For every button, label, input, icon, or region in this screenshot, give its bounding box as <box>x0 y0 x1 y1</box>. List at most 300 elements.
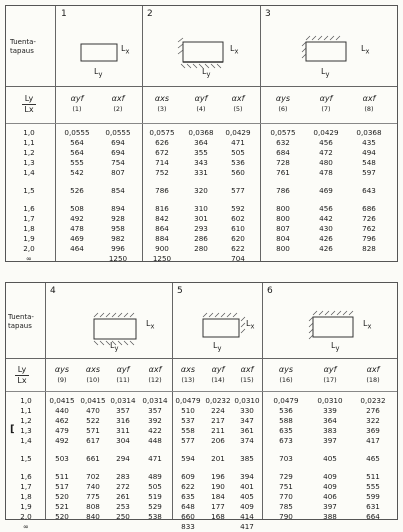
value-cell: 529 <box>148 502 162 511</box>
ratio-cell: 1,2 <box>23 148 35 157</box>
value-cell: 538 <box>148 512 162 521</box>
value-cell: 456 <box>319 204 333 213</box>
value-cell: 894 <box>111 204 125 213</box>
value-cell: 686 <box>362 204 376 213</box>
value-cell: 702 <box>86 472 100 481</box>
value-cell: 564 <box>70 138 84 147</box>
value-cell: 286 <box>194 234 208 243</box>
value-cell: 479 <box>55 426 69 435</box>
value-cell: 464 <box>70 244 84 253</box>
value-cell: 673 <box>279 436 293 445</box>
value-cell: 0,0314 <box>142 396 168 405</box>
value-cell: 0,0555 <box>64 128 90 137</box>
bracket-mark: [ <box>10 424 15 435</box>
column-header: αxf (2) <box>111 94 125 113</box>
support-diagram-case-6 <box>263 291 397 358</box>
value-cell: 577 <box>231 186 245 195</box>
column-header: αyf (17) <box>323 365 337 384</box>
row-label-support-case: Tuenta- tapaus <box>10 38 36 55</box>
value-cell: 448 <box>148 436 162 445</box>
value-cell: 796 <box>362 234 376 243</box>
case-number: 2 <box>147 9 153 19</box>
value-column <box>144 128 180 264</box>
value-cell: 864 <box>155 224 169 233</box>
ratio-cell: 1,1 <box>23 138 35 147</box>
value-cell: 996 <box>111 244 125 253</box>
lx-label: $L_x$ <box>361 44 370 56</box>
row-divider <box>6 123 397 124</box>
value-cell: 635 <box>279 426 293 435</box>
value-column <box>265 128 301 264</box>
value-column <box>308 128 344 264</box>
value-cell: 1250 <box>152 254 172 263</box>
lx-label: $L_x$ <box>246 319 255 331</box>
value-cell: 622 <box>181 482 195 491</box>
value-cell: 643 <box>362 186 376 195</box>
value-cell: 555 <box>70 158 84 167</box>
lx-label: $L_x$ <box>363 319 372 331</box>
value-column <box>353 396 393 532</box>
value-cell: 828 <box>362 244 376 253</box>
value-cell: 609 <box>181 472 195 481</box>
value-cell: 542 <box>70 168 84 177</box>
value-cell: 417 <box>366 436 380 445</box>
value-cell: 478 <box>70 224 84 233</box>
value-cell: 626 <box>155 138 169 147</box>
column-header: αxs (10) <box>85 365 101 384</box>
value-cell: 588 <box>279 416 293 425</box>
value-cell: 0,0232 <box>360 396 386 405</box>
row-divider <box>6 86 397 87</box>
value-cell: 800 <box>276 244 290 253</box>
ratio-cell: 1,7 <box>20 482 32 491</box>
value-column <box>59 128 95 264</box>
value-cell: 928 <box>111 214 125 223</box>
ly-label: $L_y$ <box>213 341 222 353</box>
value-cell: 462 <box>55 416 69 425</box>
value-cell: 577 <box>181 436 195 445</box>
value-cell: 304 <box>116 436 130 445</box>
column-header: αxf (18) <box>366 365 380 384</box>
value-column <box>173 396 203 532</box>
value-cell: 361 <box>240 426 254 435</box>
case-number: 6 <box>267 286 273 296</box>
case-number: 5 <box>177 286 183 296</box>
value-cell: 558 <box>181 426 195 435</box>
value-cell: 283 <box>116 472 130 481</box>
value-cell: 406 <box>323 492 337 501</box>
value-cell: 958 <box>111 224 125 233</box>
value-cell: 322 <box>366 416 380 425</box>
value-cell: 726 <box>362 214 376 223</box>
value-cell: 0,0555 <box>105 128 131 137</box>
value-cell: 703 <box>279 454 293 463</box>
ly-label: $L_y$ <box>94 67 103 79</box>
value-cell: 184 <box>211 492 225 501</box>
value-cell: 320 <box>194 186 208 195</box>
value-cell: 465 <box>366 454 380 463</box>
value-cell: 394 <box>240 472 254 481</box>
value-cell <box>308 254 344 264</box>
value-cell: 0,0429 <box>313 128 339 137</box>
value-cell: 661 <box>86 454 100 463</box>
column-header: αyf (1) <box>70 94 84 113</box>
value-cell: 492 <box>70 214 84 223</box>
value-cell: 660 <box>181 512 195 521</box>
ratio-cell: 2,0 <box>23 244 35 253</box>
value-cell: 694 <box>111 138 125 147</box>
value-cell: 0,0415 <box>80 396 106 405</box>
value-cell: 785 <box>279 502 293 511</box>
value-cell: 564 <box>70 148 84 157</box>
ratio-cell: 1,5 <box>23 186 35 195</box>
value-cell: 884 <box>155 234 169 243</box>
ratio-column <box>12 128 46 264</box>
value-cell: 807 <box>111 168 125 177</box>
value-cell: 250 <box>116 512 130 521</box>
ratio-cell: 2,0 <box>20 512 32 521</box>
value-cell: 808 <box>86 502 100 511</box>
value-cell: 571 <box>86 426 100 435</box>
value-cell: 761 <box>276 168 290 177</box>
value-cell: 537 <box>181 416 195 425</box>
value-cell: 168 <box>211 512 225 521</box>
ratio-cell: 1,2 <box>20 416 32 425</box>
row-divider <box>6 391 397 392</box>
value-column <box>266 396 306 532</box>
value-cell: 383 <box>323 426 337 435</box>
value-cell: 472 <box>319 148 333 157</box>
value-cell: 301 <box>194 214 208 223</box>
value-cell: 261 <box>116 492 130 501</box>
value-cell: 510 <box>181 406 195 415</box>
value-cell: 520 <box>55 512 69 521</box>
value-cell: 0,0479 <box>175 396 201 405</box>
case-number: 3 <box>265 9 271 19</box>
value-cell: 206 <box>211 436 225 445</box>
value-cell: 355 <box>194 148 208 157</box>
value-cell: 469 <box>319 186 333 195</box>
value-cell: 0,0575 <box>270 128 296 137</box>
value-cell: 0,0415 <box>49 396 75 405</box>
ratio-cell: 1,0 <box>20 396 32 405</box>
value-cell: 224 <box>211 406 225 415</box>
value-cell: 357 <box>148 406 162 415</box>
ratio-cell: 1,3 <box>23 158 35 167</box>
value-cell: 405 <box>323 454 337 463</box>
value-cell: 369 <box>366 426 380 435</box>
value-cell: 728 <box>276 158 290 167</box>
value-cell: 610 <box>231 224 245 233</box>
value-cell: 597 <box>362 168 376 177</box>
value-cell: 751 <box>279 482 293 491</box>
value-cell: 599 <box>366 492 380 501</box>
value-cell: 505 <box>148 482 162 491</box>
column-header: αys (6) <box>275 94 291 113</box>
value-cell: 0,0310 <box>234 396 260 405</box>
value-cell: 842 <box>155 214 169 223</box>
ratio-cell: 1,5 <box>20 454 32 463</box>
value-cell: 470 <box>86 406 100 415</box>
value-cell: 343 <box>194 158 208 167</box>
ratio-cell: 1,9 <box>20 502 32 511</box>
value-cell <box>265 254 301 264</box>
coefficient-table-1 <box>5 5 398 262</box>
value-cell: 762 <box>362 224 376 233</box>
value-cell: 276 <box>366 406 380 415</box>
value-cell: 311 <box>116 426 130 435</box>
value-cell: 330 <box>240 406 254 415</box>
value-column <box>203 396 233 532</box>
value-cell: 0,0310 <box>317 396 343 405</box>
value-cell: 364 <box>323 416 337 425</box>
column-header: αys (9) <box>54 365 70 384</box>
value-cell: 854 <box>111 186 125 195</box>
value-cell: 469 <box>70 234 84 243</box>
value-cell: 494 <box>362 148 376 157</box>
row-divider <box>6 358 397 359</box>
value-cell: 440 <box>55 406 69 415</box>
value-cell: 536 <box>231 158 245 167</box>
column-header: αyf (4) <box>194 94 208 113</box>
ly-label: $L_y$ <box>110 341 119 353</box>
value-cell: 1250 <box>108 254 128 263</box>
value-cell: 800 <box>276 204 290 213</box>
value-cell: 409 <box>323 472 337 481</box>
case-number: 1 <box>61 9 67 19</box>
column-header: αxs (3) <box>154 94 170 113</box>
value-cell: 0,0429 <box>225 128 251 137</box>
value-cell: 392 <box>148 416 162 425</box>
value-cell: 602 <box>231 214 245 223</box>
value-cell: 519 <box>148 492 162 501</box>
value-cell: 293 <box>194 224 208 233</box>
value-cell: 592 <box>231 204 245 213</box>
value-cell: 471 <box>148 454 162 463</box>
ratio-cell: 1,6 <box>20 472 32 481</box>
ratio-cell: 1,7 <box>23 214 35 223</box>
value-cell: 339 <box>323 406 337 415</box>
value-cell: 0,0368 <box>188 128 214 137</box>
value-cell: 401 <box>240 482 254 491</box>
ly-label: $L_y$ <box>331 341 340 353</box>
ly-label: $L_y$ <box>321 67 330 79</box>
value-cell: 272 <box>116 482 130 491</box>
value-cell: 190 <box>211 482 225 491</box>
value-cell: 664 <box>366 512 380 521</box>
value-cell <box>183 254 219 264</box>
value-column <box>220 128 256 264</box>
value-cell: 503 <box>55 454 69 463</box>
value-cell: 388 <box>323 512 337 521</box>
value-cell: 196 <box>211 472 225 481</box>
ratio-cell: 1,8 <box>20 492 32 501</box>
column-header: αxf (15) <box>240 365 254 384</box>
value-cell: 211 <box>211 426 225 435</box>
value-cell: 786 <box>155 186 169 195</box>
ratio-cell: 1,8 <box>23 224 35 233</box>
column-header: αys (16) <box>278 365 294 384</box>
column-header: αyf (11) <box>116 365 130 384</box>
value-cell: 775 <box>86 492 100 501</box>
value-cell: 622 <box>231 244 245 253</box>
column-header: αxs (13) <box>180 365 196 384</box>
value-cell: 414 <box>240 512 254 521</box>
value-cell: 331 <box>194 168 208 177</box>
ratio-cell: ∞ <box>26 254 32 263</box>
value-cell: 0,0575 <box>149 128 175 137</box>
value-cell: 754 <box>111 158 125 167</box>
column-header: αxf (8) <box>362 94 376 113</box>
value-cell: 786 <box>276 186 290 195</box>
value-cell: 280 <box>194 244 208 253</box>
value-cell: 522 <box>86 416 100 425</box>
lx-label: $L_x$ <box>230 44 239 56</box>
value-cell: 740 <box>86 482 100 491</box>
case-number: 4 <box>50 286 56 296</box>
ratio-cell: 1,0 <box>23 128 35 137</box>
value-cell: 526 <box>70 186 84 195</box>
value-cell: 520 <box>55 492 69 501</box>
value-cell: 555 <box>366 482 380 491</box>
coefficient-table-2 <box>5 282 398 531</box>
ratio-cell: 1,4 <box>20 436 32 445</box>
value-cell: 409 <box>323 482 337 491</box>
value-column <box>351 128 387 264</box>
value-cell: 594 <box>181 454 195 463</box>
ratio-cell: 1,4 <box>23 168 35 177</box>
value-column <box>77 396 109 532</box>
value-cell: 456 <box>319 138 333 147</box>
ratio-cell: ∞ <box>23 522 29 531</box>
value-column <box>46 396 78 532</box>
value-cell: 704 <box>231 254 245 263</box>
value-column <box>232 396 262 532</box>
value-cell: 478 <box>319 168 333 177</box>
value-cell: 0,0232 <box>205 396 231 405</box>
value-cell: 714 <box>155 158 169 167</box>
value-cell: 177 <box>211 502 225 511</box>
value-cell: 684 <box>276 148 290 157</box>
value-cell: 489 <box>148 472 162 481</box>
value-cell: 752 <box>155 168 169 177</box>
value-cell: 816 <box>155 204 169 213</box>
value-cell: 357 <box>116 406 130 415</box>
value-cell: 521 <box>55 502 69 511</box>
value-cell: 426 <box>319 234 333 243</box>
value-cell: 770 <box>279 492 293 501</box>
value-cell: 397 <box>323 436 337 445</box>
value-cell: 492 <box>55 436 69 445</box>
lx-label: $L_x$ <box>146 319 155 331</box>
column-header: αxf (5) <box>231 94 245 113</box>
value-cell: 631 <box>366 502 380 511</box>
value-cell: 435 <box>362 138 376 147</box>
column-header: αyf (14) <box>211 365 225 384</box>
value-cell: 217 <box>211 416 225 425</box>
value-cell: 417 <box>240 522 254 531</box>
value-cell: 385 <box>240 454 254 463</box>
value-cell: 0,0479 <box>273 396 299 405</box>
value-column <box>139 396 171 532</box>
value-cell: 617 <box>86 436 100 445</box>
value-cell: 900 <box>155 244 169 253</box>
ly-label: $L_y$ <box>202 67 211 79</box>
value-column <box>100 128 136 264</box>
value-cell: 253 <box>116 502 130 511</box>
value-cell: 804 <box>276 234 290 243</box>
value-cell: 397 <box>323 502 337 511</box>
value-cell: 648 <box>181 502 195 511</box>
value-cell: 840 <box>86 512 100 521</box>
value-cell: 0,0368 <box>356 128 382 137</box>
value-cell: 790 <box>279 512 293 521</box>
value-cell <box>59 254 95 264</box>
value-cell: 316 <box>116 416 130 425</box>
value-column <box>310 396 350 532</box>
value-cell: 310 <box>194 204 208 213</box>
value-cell: 560 <box>231 168 245 177</box>
value-cell: 442 <box>319 214 333 223</box>
ratio-cell: 1,1 <box>20 406 32 415</box>
value-cell: 405 <box>240 492 254 501</box>
value-cell: 833 <box>181 522 195 531</box>
value-cell: 517 <box>55 482 69 491</box>
value-cell: 800 <box>276 214 290 223</box>
value-cell: 422 <box>148 426 162 435</box>
value-cell: 694 <box>111 148 125 157</box>
value-cell: 374 <box>240 436 254 445</box>
value-cell: 635 <box>181 492 195 501</box>
value-cell: 511 <box>55 472 69 481</box>
value-cell: 620 <box>231 234 245 243</box>
ratio-symbol: Ly Lx <box>13 365 31 386</box>
ratio-cell: 1,6 <box>23 204 35 213</box>
column-header: αyf (7) <box>319 94 333 113</box>
ratio-cell: 1,9 <box>23 234 35 243</box>
value-cell: 347 <box>240 416 254 425</box>
value-cell: 409 <box>240 502 254 511</box>
ratio-cell: 1,3 <box>20 426 32 435</box>
value-column <box>107 396 139 532</box>
ratio-symbol: Ly Lx <box>20 94 38 115</box>
lx-label: $L_x$ <box>121 44 130 56</box>
column-header: αxf (12) <box>148 365 162 384</box>
value-cell: 982 <box>111 234 125 243</box>
value-cell: 0,0314 <box>110 396 136 405</box>
value-cell: 729 <box>279 472 293 481</box>
value-cell: 511 <box>366 472 380 481</box>
value-cell: 632 <box>276 138 290 147</box>
value-cell: 672 <box>155 148 169 157</box>
value-cell <box>351 254 387 264</box>
ratio-column <box>9 396 43 532</box>
value-cell: 294 <box>116 454 130 463</box>
value-cell: 364 <box>194 138 208 147</box>
value-cell: 508 <box>70 204 84 213</box>
value-cell: 505 <box>231 148 245 157</box>
value-cell: 480 <box>319 158 333 167</box>
value-cell: 426 <box>319 244 333 253</box>
row-label-support-case: Tuenta- tapaus <box>8 313 34 330</box>
value-cell: 548 <box>362 158 376 167</box>
value-column <box>183 128 219 264</box>
value-cell: 471 <box>231 138 245 147</box>
value-cell: 807 <box>276 224 290 233</box>
value-cell: 430 <box>319 224 333 233</box>
value-cell: 536 <box>279 406 293 415</box>
value-cell: 201 <box>211 454 225 463</box>
